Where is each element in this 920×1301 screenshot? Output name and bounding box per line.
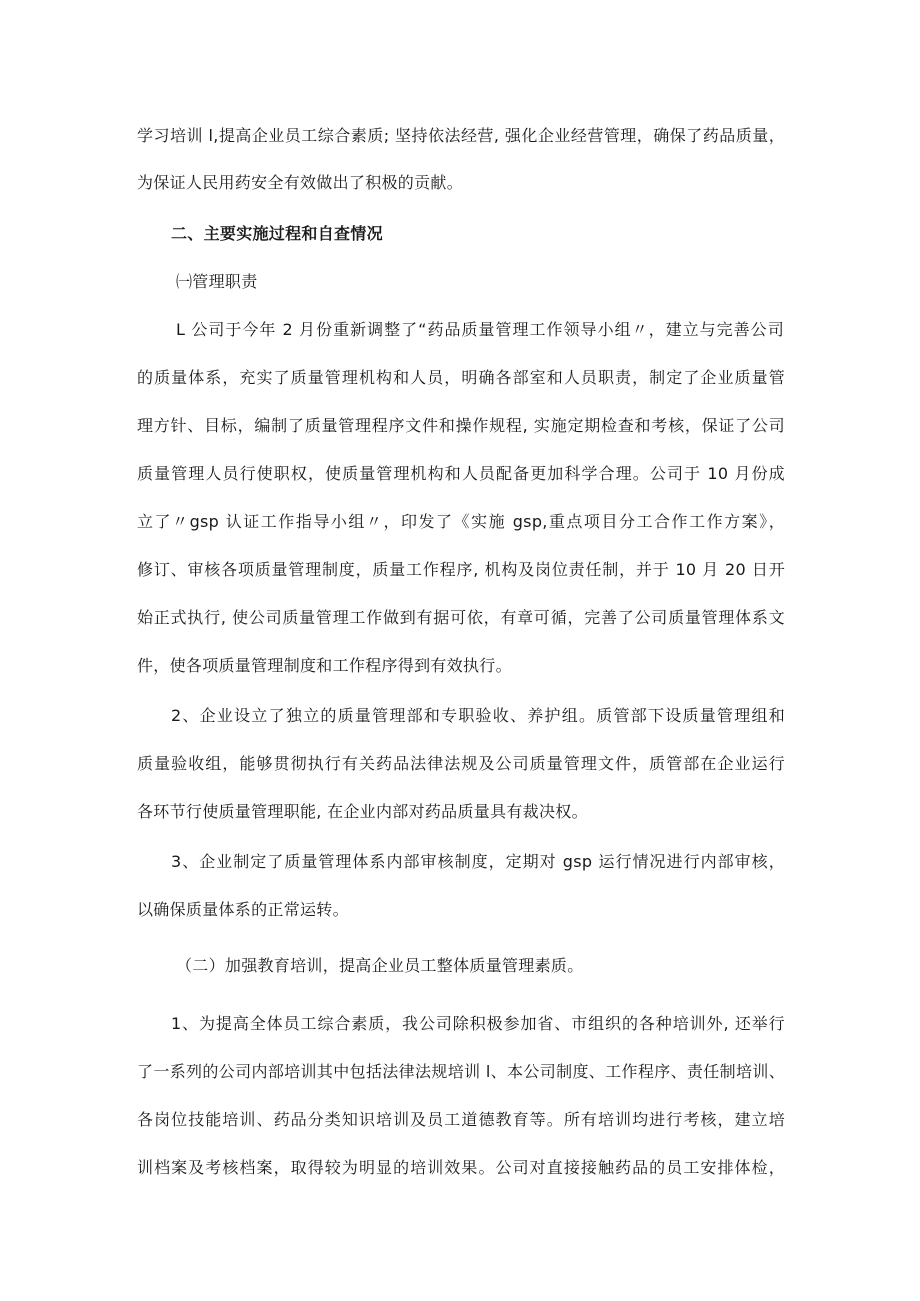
body-text-line: 训档案及考核档案，取得较为明显的培训效果。公司对直接接触药品的员工安排体检， <box>137 1158 785 1177</box>
subsection-heading: （二）加强教育培训，提高企业员工整体质量管理素质。 <box>176 956 584 975</box>
body-text-line: 各环节行使质量管理职能, 在企业内部对药品质量具有裁决权。 <box>137 802 588 821</box>
body-text-line: 立了〃gsp 认证工作指导小组〃，印发了《实施 gsp,重点项目分工合作工作方案》， <box>137 512 785 531</box>
body-text-line: L 公司于今年 2 月份重新调整了“药品质量管理工作领导小组〃，建立与完善公司 <box>176 320 784 339</box>
body-text-line: 件，使各项质量管理制度和工作程序得到有效执行。 <box>137 656 512 675</box>
body-text-line: 修订、审核各项质量管理制度，质量工作程序, 机构及岗位责任制，并于 10 月 20 日开 <box>137 560 785 579</box>
body-text-line: 了一系列的公司内部培训其中包括法律法规培训 l、本公司制度、工作程序、责任制培训、 <box>137 1062 785 1081</box>
body-text-line: 2、企业设立了独立的质量管理部和专职验收、养护组。质管部下设质量管理组和 <box>171 706 785 725</box>
body-text-line: 1、为提高全体员工综合素质，我公司除积极参加省、市组织的各种培训外, 还举行 <box>171 1014 785 1033</box>
body-text-line: 为保证人民用药安全有效做出了积极的贡献。 <box>137 173 464 192</box>
subsection-heading: ㈠管理职责 <box>176 272 258 291</box>
body-text-line: 的质量体系，充实了质量管理机构和人员，明确各部室和人员职责，制定了企业质量管 <box>137 368 785 387</box>
body-text-line: 3、企业制定了质量管理体系内部审核制度，定期对 gsp 运行情况进行内部审核， <box>171 852 785 871</box>
body-text-line: 质量验收组，能够贯彻执行有关药品法律法规及公司质量管理文件，质管部在企业运行 <box>137 754 785 773</box>
body-text-line: 质量管理人员行使职权，使质量管理机构和人员配备更加科学合理。公司于 10 月份成 <box>137 464 785 483</box>
body-text-line: 学习培训 l,提高企业员工综合素质; 坚持依法经营, 强化企业经营管理，确保了药品质量， <box>137 126 785 145</box>
body-text-line: 理方针、目标，编制了质量管理程序文件和操作规程, 实施定期检查和考核，保证了公司 <box>137 416 785 435</box>
body-text-line: 各岗位技能培训、药品分类知识培训及员工道德教育等。所有培训均进行考核，建立培 <box>137 1110 785 1129</box>
body-text-line: 以确保质量体系的正常运转。 <box>137 900 349 919</box>
section-heading: 二、主要实施过程和自查情况 <box>171 224 383 243</box>
body-text-line: 始正式执行, 使公司质量管理工作做到有据可依，有章可循，完善了公司质量管理体系文 <box>137 608 785 627</box>
